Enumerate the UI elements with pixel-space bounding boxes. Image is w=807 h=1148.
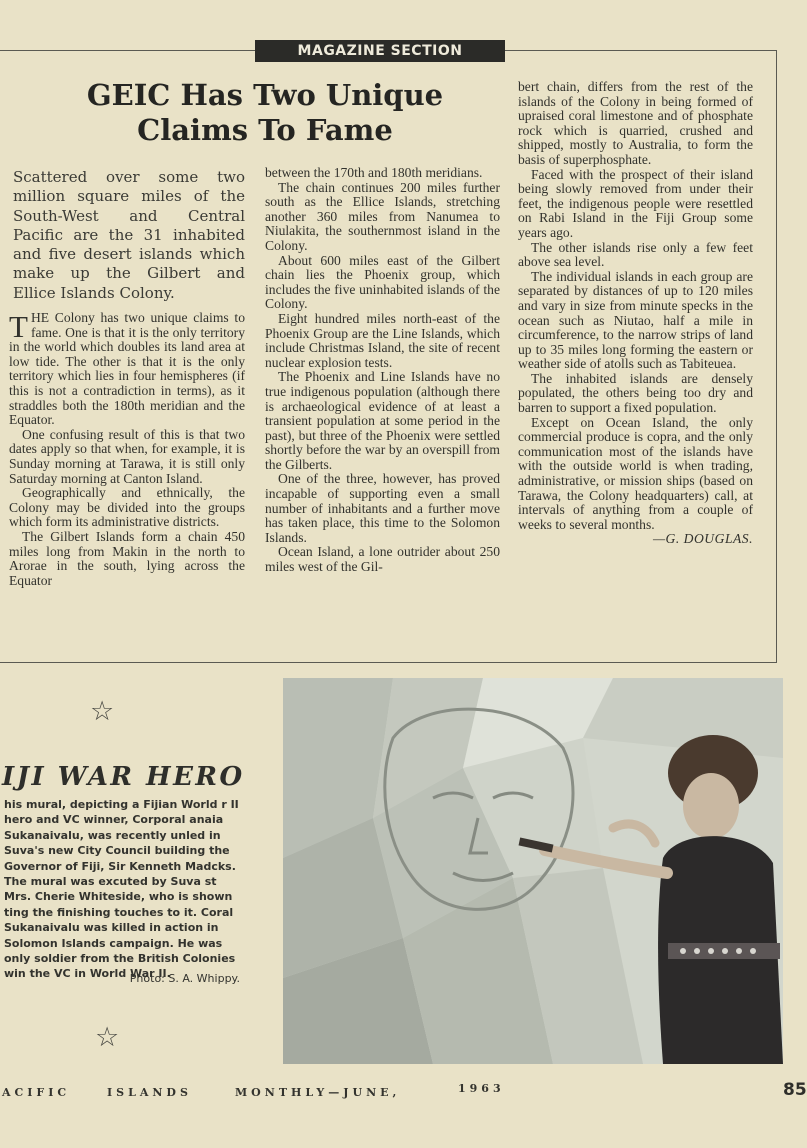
- footer-magazine-word-1: ACIFIC: [2, 1086, 71, 1099]
- page-number: 85: [783, 1080, 807, 1100]
- headline-line-1: GEIC Has Two Unique: [86, 78, 444, 112]
- mural-photo-illustration: [283, 678, 783, 1064]
- column-1-paragraph: The Gilbert Islands form a chain 450 miles long from Makin in the north to Arorae in the south, lying across the Equator: [9, 528, 245, 588]
- column-3-paragraph: The inhabited islands are densely populated, the others being too dry and barren to support a fixed population.: [518, 370, 753, 416]
- feature-title: IJI WAR HERO: [2, 762, 245, 792]
- article-rule-right: [776, 50, 777, 662]
- author-signature: —G. DOUGLAS.: [652, 531, 753, 547]
- header-rule-left: [0, 50, 255, 51]
- photo-credit: Photo: S. A. Whippy.: [129, 972, 240, 985]
- article-lead: Scattered over some two million square miles of the South-West and Central Pacific are the 31 inhabited and five desert islands which make up the Gilbert and Ellice Islands Colony.: [13, 168, 245, 302]
- column-3-continuation: bert chain, differs from the rest of the islands of the Colony in being formed of upraised coral limestone and of phosphate rock which is quarried, crushed and shipped, mostly to Australia, to form the basis of superphosphate.: [518, 79, 753, 167]
- column-3-paragraph: The individual islands in each group are separated by distances of up to 120 miles and vary in size from minute specks in the ocean such as Niutao, half a mile in circumference, to the narrow strips of land up to 35 miles long forming the eastern or weather side of atolls such as Tabiteuea.: [518, 268, 753, 372]
- column-2-paragraph: Ocean Island, a lone outrider about 250 miles west of the Gil-: [265, 544, 500, 575]
- footer-year: 1963: [458, 1082, 505, 1095]
- column-3-paragraph: Except on Ocean Island, the only commercial produce is copra, and the only communication most of the islands have with the outside world is when trading, administrative, or mission ships (based on Tarawa, the Colony headquarters) call, at intervals of anything from a couple of weeks to several months.: [518, 414, 753, 532]
- column-3-paragraph: The other islands rise only a few feet above sea level.: [518, 239, 753, 270]
- mural-photo: [283, 678, 783, 1064]
- drop-cap: T: [9, 309, 28, 344]
- article-headline: [30, 78, 500, 148]
- star-icon: ☆: [95, 1022, 120, 1053]
- article-rule-bottom: [0, 662, 777, 663]
- column-1-paragraph: THE Colony has two unique claims to fame. One is that it is the only territory in the world which doubles its land area at low tide. The other is that it is the only territory which lies in four hemispheres (if this is not a contradiction in terms), as it straddles both the 180th meridian and the Equator.: [9, 309, 245, 428]
- column-2-paragraph: About 600 miles east of the Gilbert chain lies the Phoenix group, which includes the five uninhabited islands of the Colony.: [265, 252, 500, 312]
- feature-caption: his mural, depicting a Fijian World r II hero and VC winner, Corporal anaia Sukanaivalu, was recently unled in Suva's new City Council building the Governor of Fiji, Sir Kenneth Madcks. The mural was excuted by Suva st Mrs. Cherie Whiteside, who is shown ting the finishing touches to it. Coral Sukanaivalu was killed in action in Solomon Islands campaign. He was only soldier from the British Colonies win the VC in World War II.: [4, 798, 239, 981]
- article-column-1: [9, 311, 245, 588]
- column-2-paragraph: One of the three, however, has proved incapable of supporting even a small number of inhabitants and a further move has taken place, this time to the Solomon Islands.: [265, 471, 500, 545]
- article-column-3: [518, 80, 753, 547]
- headline-line-2: Claims To Fame: [137, 113, 393, 147]
- column-1-paragraph: Geographically and ethnically, the Colony may be divided into the groups which form its administrative districts.: [9, 485, 245, 530]
- footer-magazine-date: MONTHLY—JUNE,: [235, 1086, 401, 1099]
- column-1-paragraph: One confusing result of this is that two dates apply so that when, for example, it is Sunday morning at Tarawa, it is still only Saturday morning at Canton Island.: [9, 426, 245, 486]
- column-2-continuation: between the 170th and 180th meridians.: [265, 165, 483, 180]
- section-badge: MAGAZINE SECTION: [255, 40, 505, 62]
- footer-magazine-word-2: ISLANDS: [107, 1086, 192, 1099]
- star-icon: ☆: [90, 696, 115, 727]
- header-rule-right: [505, 50, 777, 51]
- column-2-paragraph: The chain continues 200 miles further south as the Ellice Islands, stretching another 360 miles from Nanumea to Niulakita, the southernmost island in the Colony.: [265, 179, 500, 253]
- column-2-paragraph: The Phoenix and Line Islands have no true indigenous population (although there is archaeological evidence of at least a transient population at some period in the past), but three of the Phoenix were settled shortly before the war by an overspill from the Gilberts.: [265, 369, 500, 472]
- column-3-paragraph: Faced with the prospect of their island being slowly removed from under their feet, the indigenous people were resettled on Rabi Island in the Fiji Group some years ago.: [518, 166, 753, 240]
- column-2-paragraph: Eight hundred miles north-east of the Phoenix Group are the Line Islands, which include Christmas Island, the site of recent nuclear explosion tests.: [265, 310, 500, 370]
- article-column-2: [265, 166, 500, 575]
